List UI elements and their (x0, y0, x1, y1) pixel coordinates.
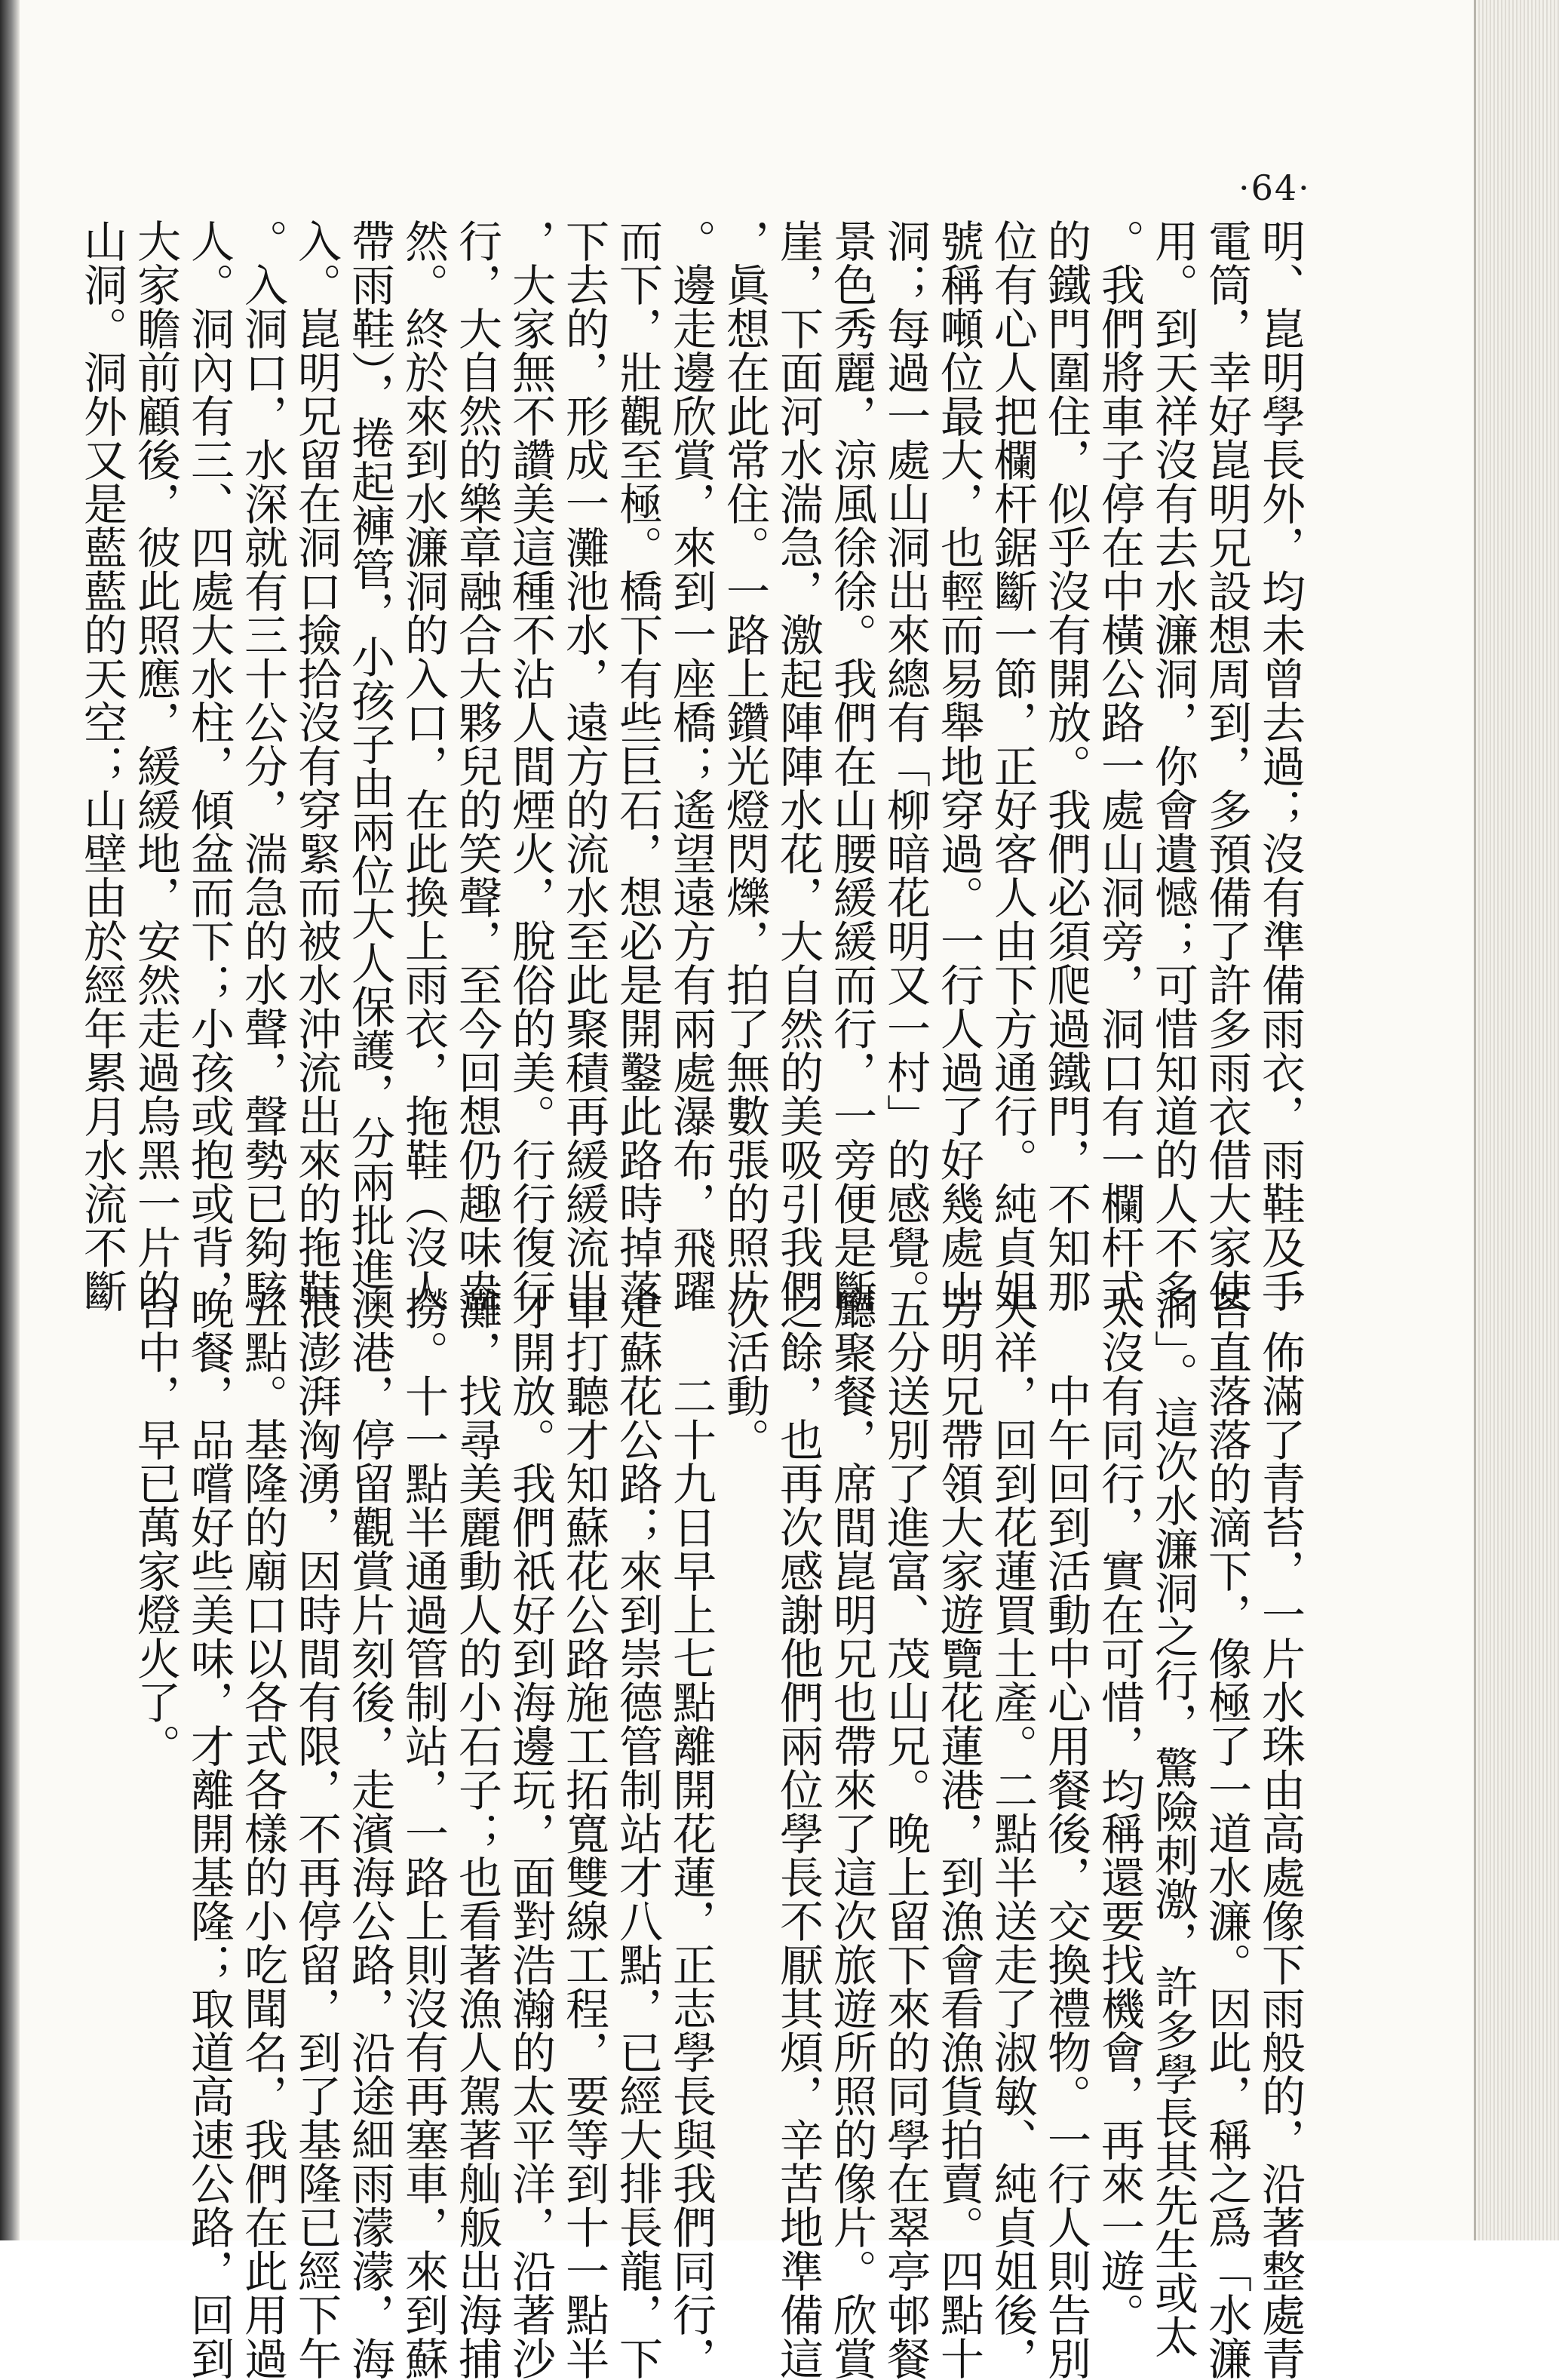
text-column: 苔直落落的滴下，像極了一道水濂。因此，稱之爲「水濂 (1201, 1286, 1252, 2380)
text-column: ，眞想在此常住。一路上鑽光燈閃爍，拍了無數張的照片 (719, 219, 770, 1313)
text-column: 山洞。洞外又是藍藍的天空；山壁由於經年累月水流不斷 (76, 219, 127, 1313)
text-column: 行，大自然的樂章融合大夥兒的笑聲，至今回想仍趣味盎 (451, 219, 502, 1313)
text-column: 之餘，也再次感謝他們兩位學長不厭其煩，辛苦地準備這 (772, 1286, 824, 2380)
text-column: 太沒有同行，實在可惜，均稱還要找機會，再來一遊。 (1094, 1286, 1145, 2336)
binding-shadow (0, 0, 20, 2240)
text-column: 芳明兄帶領大家遊覽花蓮港，到漁會看漁貨拍賣。四點十 (933, 1286, 984, 2380)
text-column: 號稱噸位最大，也輕而易舉地穿過。一行人過了好幾處山 (933, 219, 984, 1313)
text-column: 用。到天祥沒有去水濂洞，你會遺憾；可惜知道的人不多 (1147, 219, 1198, 1313)
text-column: 灘，找尋美麗動人的小石子；也看著漁人駕著舢舨出海捕 (451, 1286, 502, 2380)
text-column: 明、崑明學長外，均未曾去過；沒有準備雨衣，雨鞋及手 (1254, 219, 1306, 1313)
text-column: 才開放。我們祇好到海邊玩，面對浩瀚的太平洋，沿著沙 (505, 1286, 556, 2380)
text-column: 入。崑明兄留在洞口撿拾沒有穿緊而被水沖流出來的拖鞋 (290, 219, 342, 1313)
text-column: 崖，下面河水湍急，激起陣陣水花，大自然的美吸引我們 (772, 219, 824, 1313)
text-column: 台中，早已萬家燈火了。 (130, 1286, 181, 1767)
text-column: 浪澎湃洶湧，因時間有限，不再停留，到了基隆已經下午 (290, 1286, 342, 2380)
text-column: 次活動。 (719, 1286, 770, 1461)
text-column: 撈。十一點半通過管制站，一路上則沒有再塞車，來到蘇 (397, 1286, 449, 2380)
text-column: 五點。基隆的廟口以各式各樣的小吃聞名，我們在此用過 (237, 1286, 288, 2380)
text-column: 下去的，形成一灘池水，遠方的流水至此聚積再緩緩流出 (558, 219, 609, 1313)
text-column: 景色秀麗，涼風徐徐。我們在山腰緩緩而行，一旁便是斷 (826, 219, 877, 1313)
text-column: 洞；每過一處山洞出來總有「柳暗花明又一村」的感覺。 (879, 219, 931, 1313)
text-column: 洞」。這次水濂洞之行，驚險刺激，許多學長其先生或太 (1147, 1286, 1198, 2358)
text-column: 。入洞口，水深就有三十公分，湍急的水聲，聲勢已夠駭 (237, 219, 288, 1313)
text-column: 電筒，幸好崑明兄設想周到，多預備了許多雨衣借大家使 (1201, 219, 1252, 1313)
page-number: ·64· (1238, 167, 1311, 208)
text-column: 。邊走邊欣賞，來到一座橋；遙望遠方有兩處瀑布，飛躍 (665, 219, 717, 1313)
text-column: ，佈滿了青苔，一片水珠由高處像下雨般的，沿著整處青 (1254, 1286, 1306, 2380)
text-column: 然。終於來到水濂洞的入口，在此換上雨衣，拖鞋（沒人 (397, 219, 449, 1313)
text-column: 天祥，回到花蓮買土產。二點半送走了淑敏、純貞姐後， (987, 1286, 1038, 2380)
text-column: 帶雨鞋），捲起褲管，小孩子由兩位大人保護，分兩批進 (344, 219, 395, 1291)
page-edges (1474, 0, 1559, 2240)
text-column: 澳港，停留觀賞片刻後，走濱海公路，沿途細雨濛濛，海 (344, 1286, 395, 2380)
text-column: 中午回到活動中心用餐後，交換禮物。一行人則告別 (1040, 1286, 1091, 2380)
text-column: 廳聚餐，席間崑明兄也帶來了這次旅遊所照的像片。欣賞 (826, 1286, 877, 2380)
text-column: 二十九日早上七點離開花蓮，正志學長與我們同行， (665, 1286, 717, 2380)
text-column: 位有心人把欄杆鋸斷一節，正好客人由下方通行。純貞姐 (987, 219, 1038, 1313)
text-column: 車打聽才知蘇花公路施工拓寬雙線工程，要等到十一點半 (558, 1286, 609, 2380)
text-column: 晚餐，品嚐好些美味，才離開基隆；取道高速公路，回到 (183, 1286, 235, 2380)
text-column: 人。洞內有三、四處大水柱，傾盆而下；小孩或抱或背， (183, 219, 235, 1313)
text-column: ，大家無不讚美這種不沾人間煙火，脫俗的美。行行復行 (505, 219, 556, 1313)
text-column: 走蘇花公路；來到崇德管制站才八點，已經大排長龍，下 (612, 1286, 663, 2380)
text-column: 大家瞻前顧後，彼此照應，緩緩地，安然走過烏黑一片的 (130, 219, 181, 1313)
text-column: 。我們將車子停在中橫公路一處山洞旁，洞口有一欄杆式 (1094, 219, 1145, 1313)
text-column: 而下，壯觀至極。橋下有些巨石，想必是開鑿此路時掉落 (612, 219, 663, 1313)
text-column: 五分送別了進富、茂山兄。晚上留下來的同學在翠亭邨餐 (879, 1286, 931, 2380)
text-column: 的鐵門圍住，似乎沒有開放。我們必須爬過鐵門，不知那 (1040, 219, 1091, 1313)
